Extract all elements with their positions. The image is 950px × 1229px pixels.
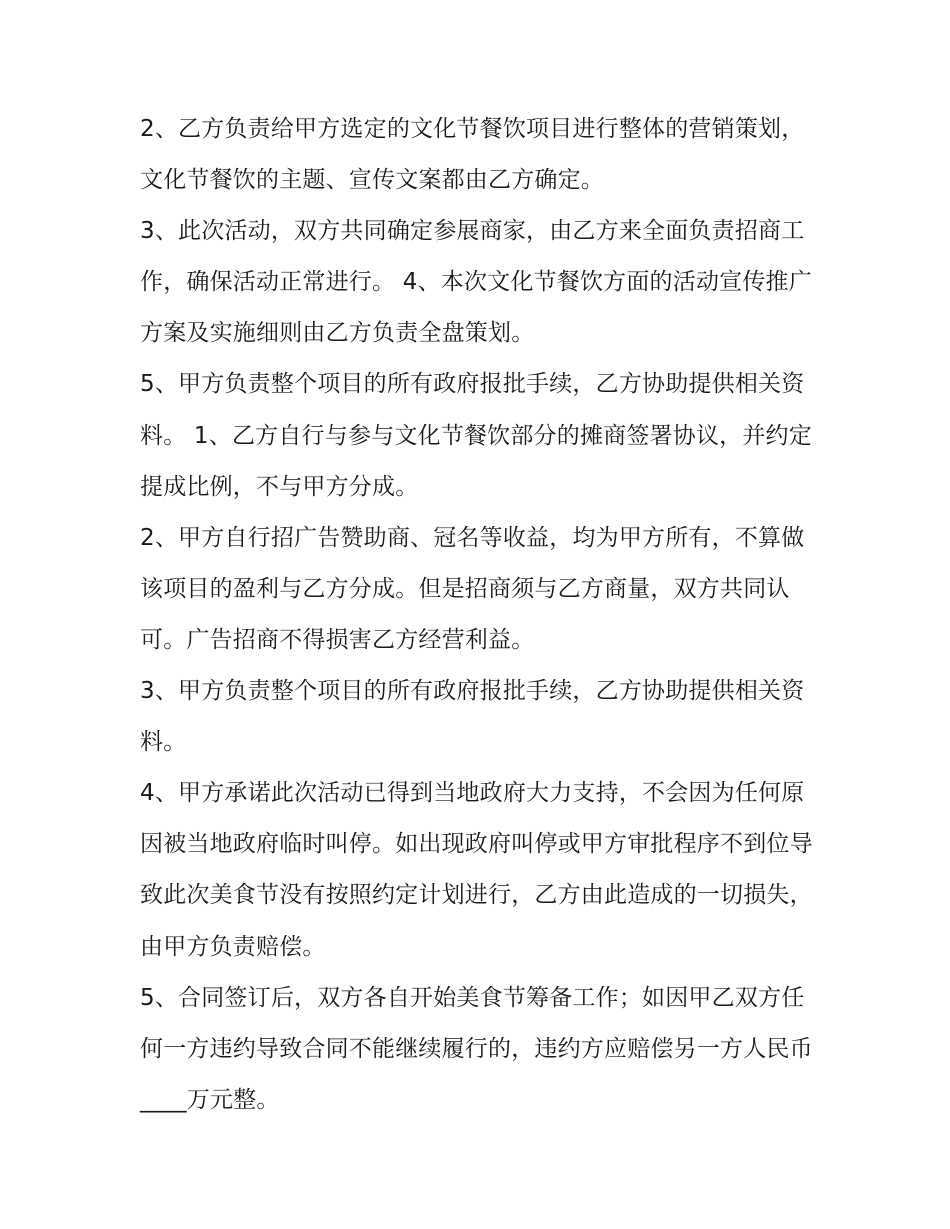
document-body [140, 104, 815, 1126]
clause-paragraph: 2、甲方自行招广告赞助商、冠名等收益，均为甲方所有，不算做该项目的盈利与乙方分成。但是招商须与乙方商量，双方共同认可。广告招商不得损害乙方经营利益。 [140, 524, 805, 653]
clause-paragraph: 3、此次活动，双方共同确定参展商家，由乙方来全面负责招商工作，确保活动正常进行。 4、本次文化节餐饮方面的活动宣传推广方案及实施细则由乙方负责全盘策划。 [140, 218, 812, 347]
clause-paragraph: 5、合同签订后，双方各自开始美食节筹备工作；如因甲乙双方任何一方违约导致合同不能继续履行的，违约方应赔偿另一方人民币____万元整。 [140, 984, 813, 1113]
clause-paragraph: 5、甲方负责整个项目的所有政府报批手续，乙方协助提供相关资料。 1、乙方自行与参与文化节餐饮部分的摊商签署协议，并约定提成比例，不与甲方分成。 [140, 371, 812, 500]
clause-paragraph: 4、甲方承诺此次活动已得到当地政府大力支持，不会因为任何原因被当地政府临时叫停。如出现政府叫停或甲方审批程序不到位导致此次美食节没有按照约定计划进行，乙方由此造成的一切损失，由甲方负责赔偿。 [140, 780, 813, 960]
clause-paragraph: 2、乙方负责给甲方选定的文化节餐饮项目进行整体的营销策划，文化节餐饮的主题、宣传文案都由乙方确定。 [140, 116, 805, 194]
clause-paragraph: 3、甲方负责整个项目的所有政府报批手续，乙方协助提供相关资料。 [140, 678, 805, 756]
